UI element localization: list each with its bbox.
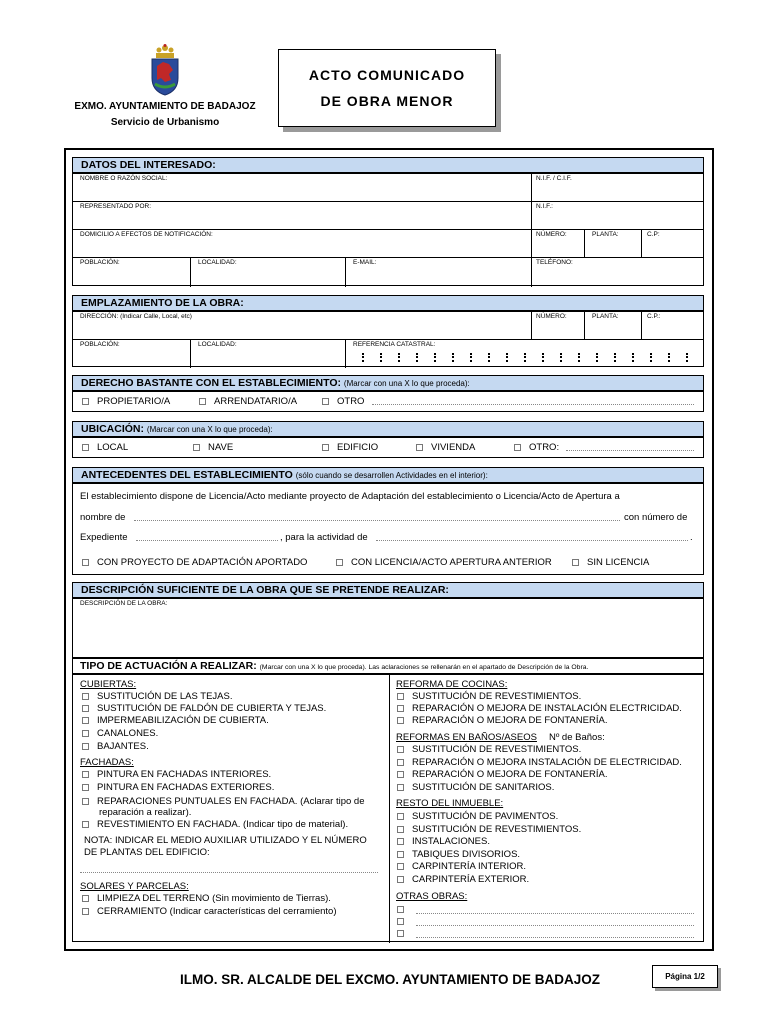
option-vivienda[interactable]: VIVIENDA — [416, 442, 475, 453]
option-fachadas-3[interactable]: REPARACIONES PUNTUALES EN FACHADA. (Aclarar tipo de — [82, 796, 364, 808]
field-telefono[interactable]: TELÉFONO: — [536, 259, 573, 266]
checkbox-sin-licencia[interactable] — [572, 559, 579, 566]
antecedentes-numero-label: con número de — [624, 512, 688, 523]
option-fachadas-4[interactable]: REVESTIMIENTO EN FACHADA. (Indicar tipo de material). — [82, 819, 348, 831]
section-antecedentes-heading: ANTECEDENTES DEL ESTABLECIMIENTO (sólo cuando se desarrollen Actividades en el interior): — [72, 467, 704, 483]
cocinas-heading: REFORMA DE COCINAS: — [396, 679, 508, 690]
checkbox-edificio[interactable] — [322, 444, 329, 451]
section-descripcion-heading: DESCRIPCIÓN SUFICIENTE DE LA OBRA QUE SE PRETENDE REALIZAR: — [72, 582, 704, 598]
field-domicilio[interactable]: DOMICILIO A EFECTOS DE NOTIFICACIÓN: — [80, 231, 213, 238]
checkbox-arrendatario[interactable] — [199, 398, 206, 405]
option-resto-3[interactable]: INSTALACIONES. — [397, 836, 490, 848]
section-derecho-heading: DERECHO BASTANTE CON EL ESTABLECIMIENTO: (Marcar con una X lo que proceda): — [72, 375, 704, 391]
antecedentes-nombre-fill[interactable] — [134, 520, 620, 521]
option-otras-1[interactable] — [397, 904, 412, 916]
antecedentes-text-line1: El establecimiento dispone de Licencia/Acto mediante proyecto de Adaptación del establecimiento o Licencia/Acto de Apertura a — [80, 491, 620, 502]
option-cubiertas-3[interactable]: IMPERMEABILIZACIÓN DE CUBIERTA. — [82, 715, 269, 727]
otras-obras-heading: OTRAS OBRAS: — [396, 891, 468, 902]
page-number: Página 1/2 — [652, 965, 718, 988]
checkbox-vivienda[interactable] — [416, 444, 423, 451]
checkbox-con-proyecto[interactable] — [82, 559, 89, 566]
otro-ubicacion-fill-line[interactable] — [566, 450, 694, 451]
option-propietario[interactable]: PROPIETARIO/A — [82, 396, 170, 407]
antecedentes-actividad-fill[interactable] — [376, 540, 688, 541]
option-banos-2[interactable]: REPARACIÓN O MEJORA INSTALACIÓN DE ELECTRICIDAD. — [397, 757, 682, 769]
field-obra-cp[interactable]: C.P.: — [647, 313, 661, 320]
antecedentes-line3-end: . — [690, 532, 693, 543]
option-cubiertas-5[interactable]: BAJANTES. — [82, 741, 149, 753]
option-solares-2[interactable]: CERRAMIENTO (Indicar características del cerramiento) — [82, 906, 337, 918]
antecedentes-actividad-label: , para la actividad de — [280, 532, 368, 543]
option-otras-3[interactable] — [397, 928, 412, 940]
section-interesado-heading: DATOS DEL INTERESADO: — [72, 157, 704, 173]
field-localidad[interactable]: LOCALIDAD: — [198, 259, 237, 266]
ubicacion-row — [72, 437, 704, 458]
field-cp[interactable]: C.P: — [647, 231, 660, 238]
field-email[interactable]: E-MAIL: — [353, 259, 377, 266]
section-emplazamiento-heading: EMPLAZAMIENTO DE LA OBRA: — [72, 295, 704, 311]
checkbox-local[interactable] — [82, 444, 89, 451]
option-resto-4[interactable]: TABIQUES DIVISORIOS. — [397, 849, 520, 861]
field-obra-numero[interactable]: NÚMERO: — [536, 313, 567, 320]
option-otro-ubicacion[interactable]: OTRO: — [514, 442, 559, 453]
document-title-line1: ACTO COMUNICADO — [308, 67, 466, 83]
field-direccion[interactable]: DIRECCIÓN: (Indicar Calle, Local, etc) — [80, 313, 192, 320]
checkbox-otro[interactable] — [322, 398, 329, 405]
option-cocinas-3[interactable]: REPARACIÓN O MEJORA DE FONTANERÍA. — [397, 715, 607, 727]
field-obra-localidad[interactable]: LOCALIDAD: — [198, 341, 237, 348]
checkbox-propietario[interactable] — [82, 398, 89, 405]
option-otras-2[interactable] — [397, 916, 412, 928]
otras-fill-line-2[interactable] — [416, 925, 694, 926]
field-obra-planta[interactable]: PLANTA: — [592, 313, 619, 320]
option-fachadas-2[interactable]: PINTURA EN FACHADAS EXTERIORES. — [82, 782, 274, 794]
organization-name: EXMO. AYUNTAMIENTO DE BADAJOZ — [74, 101, 256, 112]
descripcion-label: DESCRIPCIÓN DE LA OBRA: — [80, 600, 168, 607]
field-nif[interactable]: N.I.F.: — [536, 203, 553, 210]
antecedentes-expediente-fill[interactable] — [136, 540, 278, 541]
cubiertas-heading: CUBIERTAS: — [80, 679, 137, 690]
antecedentes-nombre-label: nombre de — [80, 512, 126, 523]
option-banos-4[interactable]: SUSTITUCIÓN DE SANITARIOS. — [397, 782, 554, 794]
option-cubiertas-2[interactable]: SUSTITUCIÓN DE FALDÓN DE CUBIERTA Y TEJAS. — [82, 703, 326, 715]
option-resto-5[interactable]: CARPINTERÍA INTERIOR. — [397, 861, 526, 873]
field-representado[interactable]: REPRESENTADO POR: — [80, 203, 152, 210]
field-nif-cif[interactable]: N.I.F. / C.I.F. — [536, 175, 572, 182]
option-otro[interactable]: OTRO — [322, 396, 364, 407]
option-edificio[interactable]: EDIFICIO — [322, 442, 378, 453]
section-tipo-heading: TIPO DE ACTUACIÓN A REALIZAR: (Marcar con una X lo que proceda). Las aclaraciones se rellenarán en el apartado de Descripción de la Obra. — [80, 660, 589, 672]
field-numero[interactable]: NÚMERO: — [536, 231, 567, 238]
option-cubiertas-1[interactable]: SUSTITUCIÓN DE LAS TEJAS. — [82, 691, 233, 703]
option-solares-1[interactable]: LIMPIEZA DEL TERRENO (Sin movimiento de Tierras). — [82, 893, 331, 905]
option-cubiertas-4[interactable]: CANALONES. — [82, 728, 158, 740]
otro-fill-line[interactable] — [372, 404, 694, 405]
document-title-line2: DE OBRA MENOR — [320, 93, 454, 109]
solares-heading: SOLARES Y PARCELAS: — [80, 881, 189, 892]
option-con-proyecto[interactable]: CON PROYECTO DE ADAPTACIÓN APORTADO — [82, 557, 307, 568]
option-con-licencia[interactable]: CON LICENCIA/ACTO APERTURA ANTERIOR — [336, 557, 552, 568]
nota-fill-line[interactable] — [80, 872, 378, 873]
otras-fill-line-3[interactable] — [416, 937, 694, 938]
option-cocinas-2[interactable]: REPARACIÓN O MEJORA DE INSTALACIÓN ELECTRICIDAD. — [397, 703, 682, 715]
organization-department: Servicio de Urbanismo — [110, 117, 220, 128]
option-banos-1[interactable]: SUSTITUCIÓN DE REVESTIMIENTOS. — [397, 744, 581, 756]
option-nave[interactable]: NAVE — [193, 442, 233, 453]
resto-heading: RESTO DEL INMUEBLE: — [396, 798, 504, 809]
descripcion-textarea[interactable] — [72, 598, 704, 658]
option-sin-licencia[interactable]: SIN LICENCIA — [572, 557, 649, 568]
field-nombre[interactable]: NOMBRE O RAZÓN SOCIAL: — [80, 175, 168, 182]
field-poblacion[interactable]: POBLACIÓN: — [80, 259, 120, 266]
section-ubicacion-heading: UBICACIÓN: (Marcar con una X lo que proceda): — [72, 421, 704, 437]
checkbox-otro-ubicacion[interactable] — [514, 444, 521, 451]
coat-of-arms-logo — [147, 44, 183, 96]
option-resto-1[interactable]: SUSTITUCIÓN DE PAVIMENTOS. — [397, 811, 558, 823]
fachadas-heading: FACHADAS: — [80, 757, 134, 768]
option-cocinas-1[interactable]: SUSTITUCIÓN DE REVESTIMIENTOS. — [397, 691, 581, 703]
option-resto-2[interactable]: SUSTITUCIÓN DE REVESTIMIENTOS. — [397, 824, 581, 836]
fachadas-3-continued: reparación a realizar). — [99, 807, 192, 818]
option-banos-3[interactable]: REPARACIÓN O MEJORA DE FONTANERÍA. — [397, 769, 607, 781]
checkbox-nave[interactable] — [193, 444, 200, 451]
antecedentes-expediente-label: Expediente — [80, 532, 128, 543]
field-planta[interactable]: PLANTA: — [592, 231, 619, 238]
nota-line2: DE PLANTAS DEL EDIFICIO: — [84, 847, 210, 858]
document-title-box — [278, 49, 496, 127]
field-obra-poblacion[interactable]: POBLACIÓN: — [80, 341, 120, 348]
option-local[interactable]: LOCAL — [82, 442, 128, 453]
nota-line1: NOTA: INDICAR EL MEDIO AUXILIAR UTILIZADO Y EL NÚMERO — [84, 835, 367, 846]
banos-heading: REFORMAS EN BAÑOS/ASEOS Nº de Baños: — [396, 732, 605, 743]
option-fachadas-1[interactable]: PINTURA EN FACHADAS INTERIORES. — [82, 769, 271, 781]
interesado-grid — [72, 173, 704, 286]
option-arrendatario[interactable]: ARRENDATARIO/A — [199, 396, 297, 407]
otras-fill-line-1[interactable] — [416, 913, 694, 914]
option-resto-6[interactable]: CARPINTERÍA EXTERIOR. — [397, 874, 529, 886]
field-referencia-catastral[interactable]: REFERENCIA CATASTRAL: — [353, 341, 436, 348]
footer-addressee: ILMO. SR. ALCALDE DEL EXCMO. AYUNTAMIENTO DE BADAJOZ — [179, 972, 601, 987]
checkbox-con-licencia[interactable] — [336, 559, 343, 566]
